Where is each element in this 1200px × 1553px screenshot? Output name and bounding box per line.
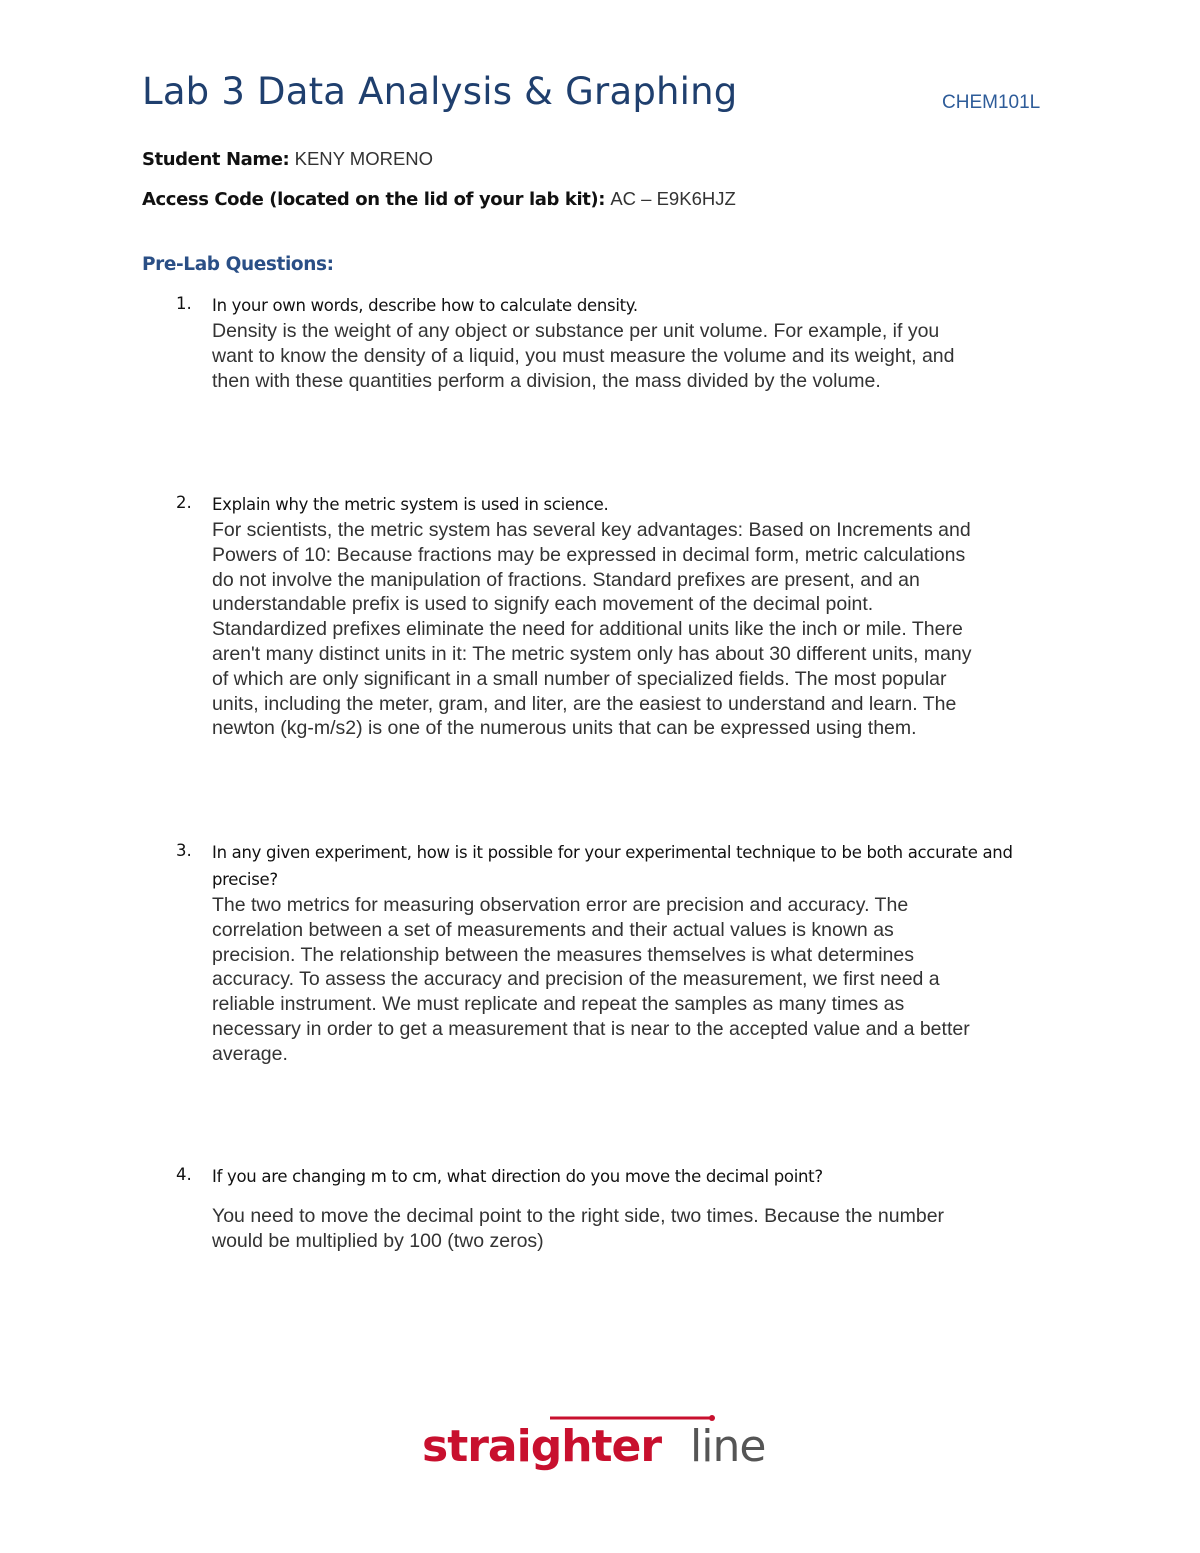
page-title: Lab 3 Data Analysis & Graphing bbox=[142, 70, 738, 113]
question-1 bbox=[176, 292, 1066, 393]
question-text: Explain why the metric system is used in science. bbox=[212, 495, 609, 514]
student-name-value: KENY MORENO bbox=[294, 148, 434, 169]
logo-text-bold: straighter bbox=[422, 1421, 662, 1472]
access-code-value: AC – E9K6HJZ bbox=[610, 188, 736, 209]
answer-text: You need to move the decimal point to the right side, two times. Because the number would be multiplied by 100 (two zeros) bbox=[212, 1205, 945, 1252]
question-number: 1. bbox=[176, 294, 192, 313]
prelab-heading: Pre-Lab Questions: bbox=[142, 254, 334, 275]
question-3 bbox=[176, 839, 1066, 1067]
student-name-line bbox=[142, 148, 433, 171]
straighterline-logo bbox=[422, 1415, 782, 1485]
question-text: In any given experiment, how is it possible for your experimental technique to be both accurate and precise? bbox=[212, 843, 1013, 889]
course-code: CHEM101L bbox=[942, 92, 1041, 113]
answer-text: The two metrics for measuring observation error are precision and accuracy. The correlation between a set of measurements and their actual values is known as precision. The relationship between the measures themselves is what determines accuracy. To assess the accuracy and precision of the measurement, we first need a reliable instrument. We must replicate and repeat the samples as many times as necessary in order to get a measurement that is near to the accepted value and a better average. bbox=[212, 894, 970, 1065]
student-name-label: Student Name: bbox=[142, 149, 290, 170]
question-text: If you are changing m to cm, what direction do you move the decimal point? bbox=[212, 1167, 823, 1186]
question-number: 2. bbox=[176, 493, 192, 512]
question-2 bbox=[176, 491, 1066, 741]
answer-text: For scientists, the metric system has several key advantages: Based on Increments and Powers of 10: Because fractions may be expressed in decimal form, metric calculations do not involve the manipulation of fractions. Standard prefixes are present, and an understandable prefix is used to signify each movement of the decimal point. Standardized prefixes eliminate the need for additional units like the inch or mile. There aren't many distinct units in it: The metric system only has about 30 different units, many of which are only significant in a small number of specialized fields. The most popular units, including the meter, gram, and liter, are the easiest to understand and learn. The newton (kg-m/s2) is one of the numerous units that can be expressed using them. bbox=[212, 519, 972, 740]
question-number: 3. bbox=[176, 841, 192, 860]
access-code-label: Access Code (located on the lid of your lab kit): bbox=[142, 189, 606, 210]
question-text: In your own words, describe how to calculate density. bbox=[212, 296, 638, 315]
answer-text: Density is the weight of any object or substance per unit volume. For example, if you want to know the density of a liquid, you must measure the volume and its weight, and then with these quantities perform a division, the mass divided by the volume. bbox=[212, 320, 955, 392]
logo-text-light: line bbox=[690, 1421, 766, 1472]
question-number: 4. bbox=[176, 1165, 192, 1184]
access-code-line bbox=[142, 188, 736, 211]
question-4 bbox=[176, 1163, 1066, 1254]
